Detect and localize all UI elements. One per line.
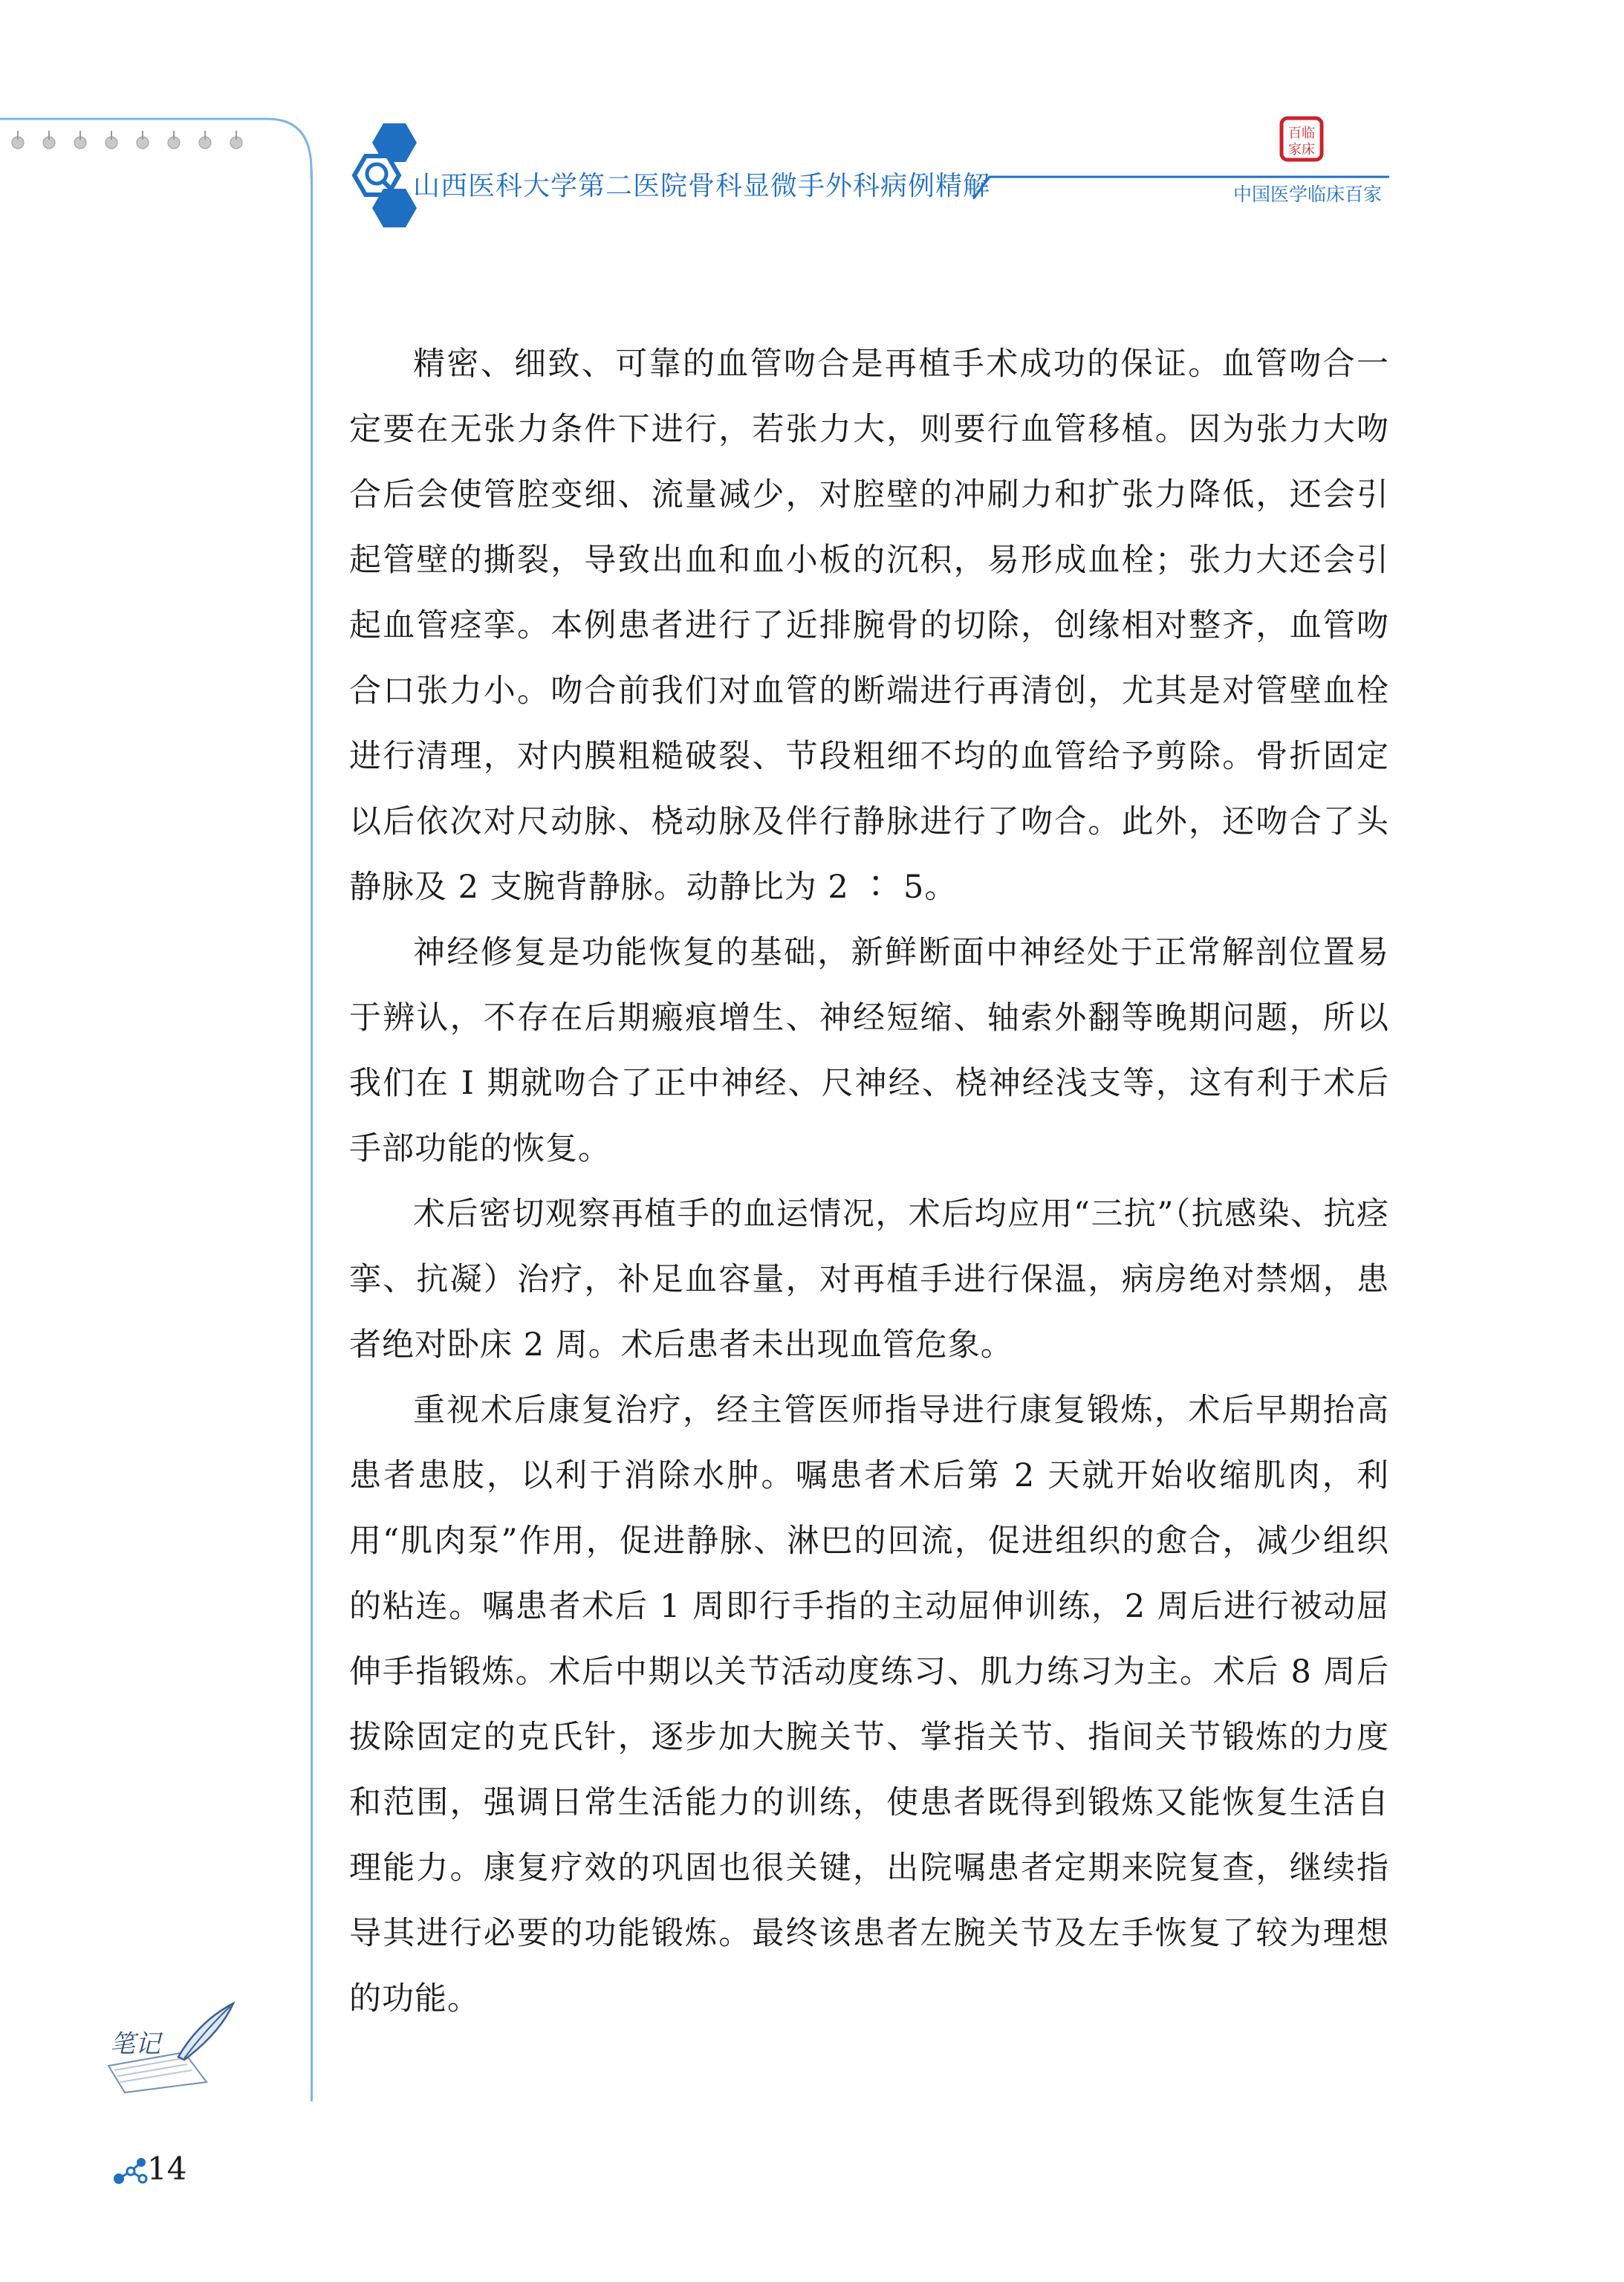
paragraph-rehabilitation: 重视术后康复治疗，经主管医师指导进行康复锻炼，术后早期抬高患者患肢，以利于消除水肿。嘱患者术后第 2 天就开始收缩肌肉，利用“肌肉泵”作用，促进静脉、淋巴的回流，促进组织的愈合，减少组织的粘连。嘱患者术后 1 周即行手指的主动屈伸训练，2 周后进行被动屈伸手指锻炼。术后中期以关节活动度练习、肌力练习为主。术后 8 周后拔除固定的克氏针，逐步加大腕关节、掌指关节、指间关节锻炼的力度和范围，强调日常生活能力的训练，使患者既得到锻炼又能恢复生活自理能力。康复疗效的巩固也很关键，出院嘱患者定期来院复查，继续指导其进行必要的功能锻炼。最终该患者左腕关节及左手恢复了较为理想的功能。 xyxy=(349,1392,1389,2017)
notes-label: 笔记 xyxy=(110,2029,160,2059)
paragraph-postop-care: 术后密切观察再植手的血运情况，术后均应用“三抗”（抗感染、抗痉挛、抗凝）治疗，补足血容量，对再植手进行保温，病房绝对禁烟，患者绝对卧床 2 周。术后患者未出现血管危象。 xyxy=(349,1196,1389,1364)
paragraph-vascular-anastomosis: 精密、细致、可靠的血管吻合是再植手术成功的保证。血管吻合一定要在无张力条件下进行，若张力大，则要行血管移植。因为张力大吻合后会使管腔变细、流量减少，对腔壁的冲刷力和扩张力降低，还会引起管壁的撕裂，导致出血和血小板的沉积，易形成血栓；张力大还会引起血管痉挛。本例患者进行了近排腕骨的切除，创缘相对整齐，血管吻合口张力小。吻合前我们对血管的断端进行再清创，尤其是对管壁血栓进行清理，对内膜粗糙破裂、节段粗细不均的血管给予剪除。骨折固定以后依次对尺动脉、桡动脉及伴行静脉进行了吻合。此外，还吻合了头静脉及 2 支腕背静脉。动静比为 2 ∶ 5。 xyxy=(349,346,1389,906)
svg-text:家床: 家床 xyxy=(1288,142,1315,158)
paragraph-nerve-repair: 神经修复是功能恢复的基础，新鲜断面中神经处于正常解剖位置易于辨认，不存在后期瘢痕增生、神经短缩、轴索外翻等晚期问题，所以我们在 Ⅰ 期就吻合了正中神经、尺神经、桡神经浅支等，这有利于术后手部功能的恢复。 xyxy=(349,934,1389,1167)
svg-text:百临: 百临 xyxy=(1288,126,1315,141)
main-content xyxy=(349,331,1389,2032)
molecule-icon xyxy=(111,2156,149,2186)
margin-rule xyxy=(311,169,313,2101)
brand-seal-icon xyxy=(1279,116,1324,162)
margin-rule-curve xyxy=(0,104,327,178)
notes-quill-icon xyxy=(95,1999,236,2095)
header-title: 山西医科大学第二医院骨科显微手外科病例精解 xyxy=(413,171,991,201)
page-number: 14 xyxy=(147,2150,187,2187)
brand-name: 中国医学临床百家 xyxy=(1233,184,1383,205)
